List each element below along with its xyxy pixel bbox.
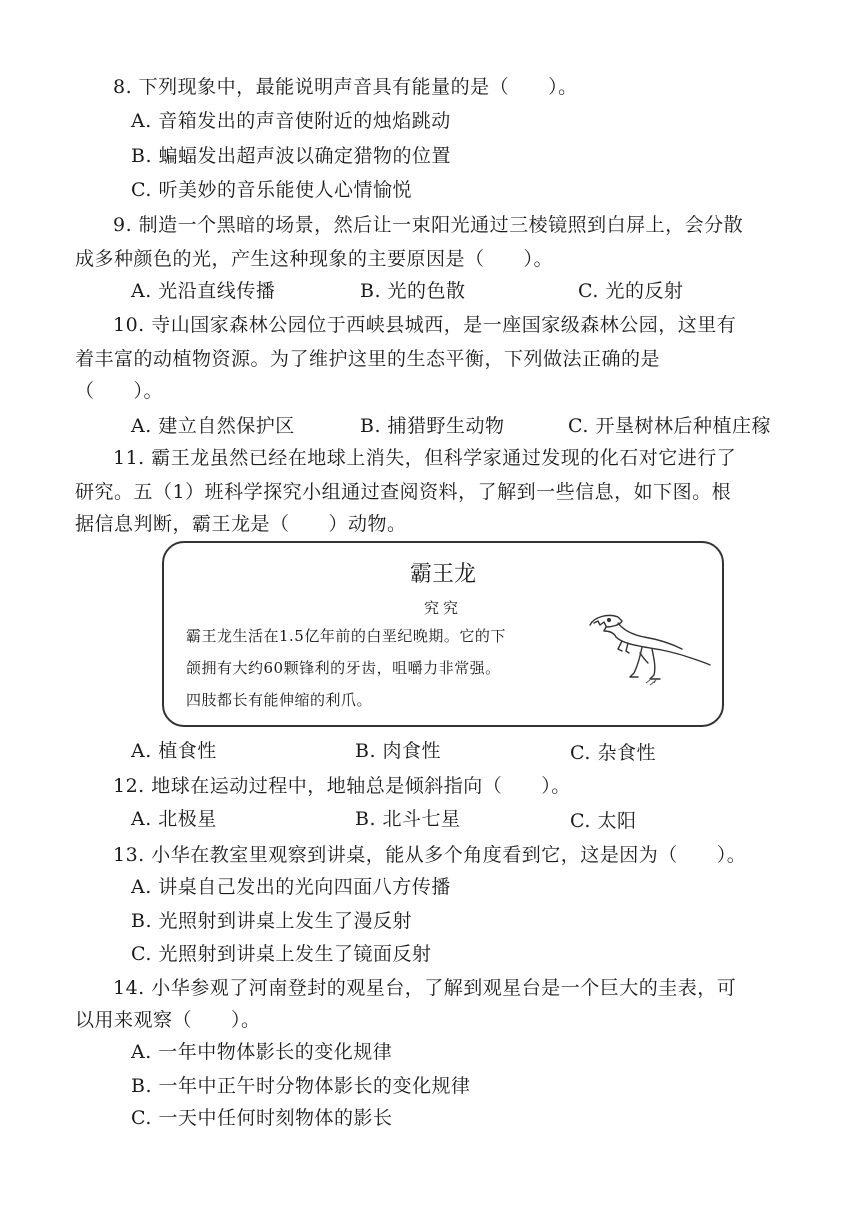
question-12-stem: 12. 地球在运动过程中，地轴总是倾斜指向（ ）。 <box>113 775 571 797</box>
info-card-line-3: 四肢都长有能伸缩的利爪。 <box>186 691 373 709</box>
question-14-stem-line2: 以用来观察（ ）。 <box>75 1009 261 1031</box>
question-8-option-a: A. 音箱发出的声音使附近的烛焰跳动 <box>131 110 451 132</box>
question-12-option-c: C. 太阳 <box>570 810 637 832</box>
question-13-option-c: C. 光照射到讲桌上发生了镜面反射 <box>131 943 432 965</box>
question-10-stem-line2: 着丰富的动植物资源。为了维护这里的生态平衡，下列做法正确的是 <box>75 348 661 370</box>
question-9-stem-line2: 成多种颜色的光，产生这种现象的主要原因是（ ）。 <box>75 248 554 270</box>
question-9-option-a: A. 光沿直线传播 <box>131 280 276 302</box>
question-10-option-c: C. 开垦树林后种植庄稼 <box>568 415 771 437</box>
question-13-option-b: B. 光照射到讲桌上发生了漫反射 <box>131 910 413 932</box>
tyrannosaurus-info-card <box>162 541 724 727</box>
question-10-stem-line3: （ ）。 <box>75 380 164 402</box>
question-13-option-a: A. 讲桌自己发出的光向四面八方传播 <box>131 876 451 898</box>
question-9-option-c: C. 光的反射 <box>578 280 684 302</box>
info-card-subtitle: 究究 <box>423 599 462 617</box>
question-9-option-b: B. 光的色散 <box>360 280 466 302</box>
question-11-stem-line2: 研究。五（1）班科学探究小组通过查阅资料，了解到一些信息，如下图。根 <box>75 481 732 503</box>
question-8-option-b: B. 蝙蝠发出超声波以确定猎物的位置 <box>131 145 452 167</box>
question-14-option-c: C. 一天中任何时刻物体的影长 <box>131 1107 393 1129</box>
question-10-stem-line1: 10. 寺山国家森林公园位于西峡县城西，是一座国家级森林公园，这里有 <box>113 314 737 336</box>
info-card-line-1: 霸王龙生活在1.5亿年前的白垩纪晚期。它的下 <box>186 627 506 645</box>
question-14-stem-line1: 14. 小华参观了河南登封的观星台，了解到观星台是一个巨大的圭表，可 <box>113 977 737 999</box>
question-12-option-a: A. 北极星 <box>131 808 217 830</box>
tyrannosaurus-sketch-icon <box>582 601 712 691</box>
question-8-option-c: C. 听美妙的音乐能使人心情愉悦 <box>131 179 412 201</box>
question-10-option-b: B. 捕猎野生动物 <box>360 415 505 437</box>
question-13-stem: 13. 小华在教室里观察到讲桌，能从多个角度看到它，这是因为（ ）。 <box>113 844 747 866</box>
question-14-option-b: B. 一年中正午时分物体影长的变化规律 <box>131 1075 471 1097</box>
question-11-stem-line3: 据信息判断，霸王龙是（ ）动物。 <box>75 513 407 535</box>
question-14-option-a: A. 一年中物体影长的变化规律 <box>131 1041 393 1063</box>
question-11-option-a: A. 植食性 <box>131 740 217 762</box>
question-10-option-a: A. 建立自然保护区 <box>131 415 295 437</box>
question-12-option-b: B. 北斗七星 <box>355 808 461 830</box>
question-11-stem-line1: 11. 霸王龙虽然已经在地球上消失，但科学家通过发现的化石对它进行了 <box>113 447 737 469</box>
question-11-option-c: C. 杂食性 <box>570 742 656 764</box>
question-11-option-b: B. 肉食性 <box>355 740 442 762</box>
info-card-title: 霸王龙 <box>409 562 476 587</box>
info-card-line-2: 颌拥有大约60颗锋利的牙齿，咀嚼力非常强。 <box>186 659 501 677</box>
question-8-stem: 8. 下列现象中，最能说明声音具有能量的是（ ）。 <box>113 76 578 98</box>
question-9-stem-line1: 9. 制造一个黑暗的场景，然后让一束阳光通过三棱镜照到白屏上，会分散 <box>113 214 744 236</box>
